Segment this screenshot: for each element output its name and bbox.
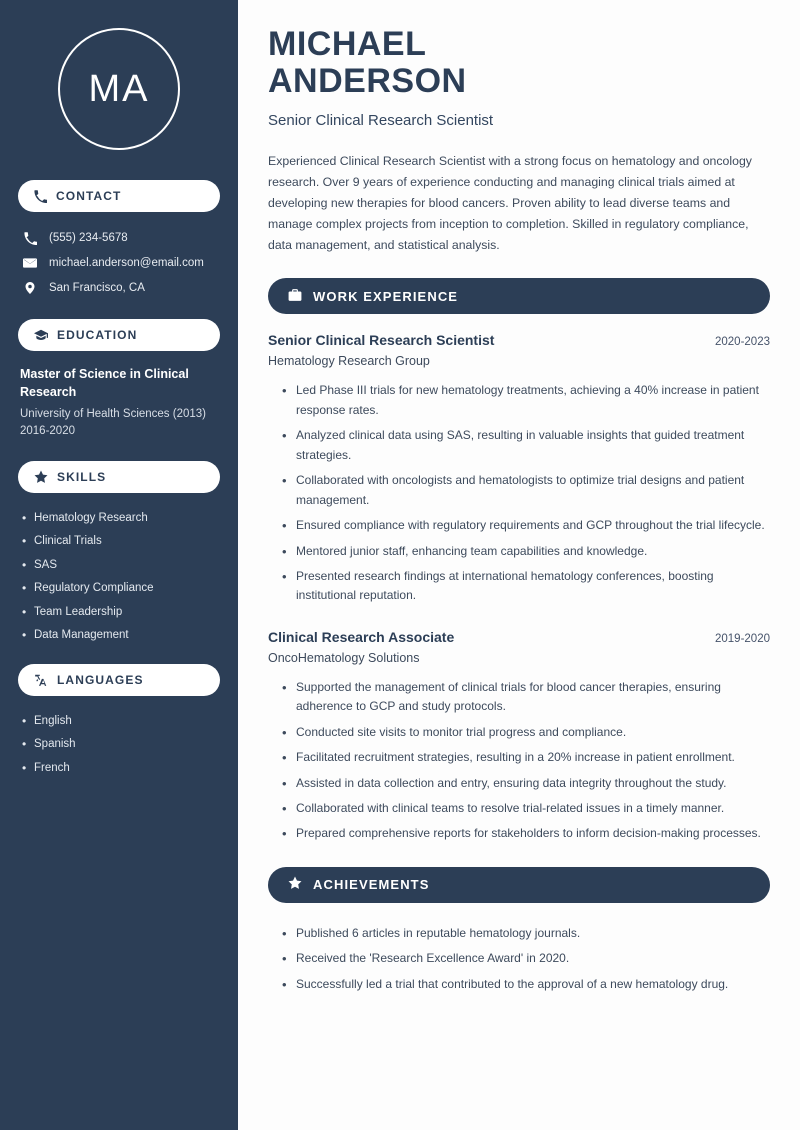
sidebar-section-languages-label: LANGUAGES [57,672,144,687]
main-content [238,0,800,1130]
contact-location-row[interactable] [18,276,220,301]
list-item: • Presented research findings at international hematology conferences, boosting institutional reputation. [282,564,770,609]
sidebar-section-contact-label: CONTACT [56,189,122,203]
section-header-work-experience-label: WORK EXPERIENCE [313,288,459,304]
page-title [268,26,770,101]
list-item: • Conducted site visits to monitor trial progress and compliance. [282,720,770,745]
sidebar-section-contact [18,180,220,212]
list-item: • Led Phase III trials for new hematology treatments, achieving a 40% increase in patient response rates. [282,378,770,423]
list-item: • Facilitated recruitment strategies, resulting in a 20% increase in patient enrollment. [282,745,770,770]
contact-location-value: San Francisco, CA [49,281,145,294]
job-dates: 2020-2023 [715,336,770,349]
job-entry [268,629,770,847]
sidebar-section-education-label: EDUCATION [57,327,138,342]
avatar-wrapper [18,28,220,150]
list-item: • Collaborated with oncologists and hematologists to optimize trial designs and patient management. [282,468,770,513]
section-header-achievements-label: ACHIEVEMENTS [313,877,430,893]
list-item: • Prepared comprehensive reports for stakeholders to inform decision-making processes. [282,821,770,846]
list-item: • Successfully led a trial that contributed to the approval of a new hematology drug. [282,972,770,997]
sidebar-section-education [18,319,220,351]
list-item: • Collaborated with clinical teams to resolve trial-related issues in a timely manner. [282,796,770,821]
section-header-achievements [268,867,770,903]
achievements-list [268,921,770,997]
job-bullets [268,675,770,847]
section-header-work-experience [268,278,770,314]
education-school: University of Health Sciences (2013) [20,408,206,421]
language-icon [34,673,48,687]
list-item: • SAS [20,554,218,578]
list-item: • Mentored junior staff, enhancing team capabilities and knowledge. [282,539,770,564]
contact-phone-row[interactable] [18,226,220,251]
education-entry [18,365,220,447]
list-item: • Supported the management of clinical trials for blood cancer therapies, ensuring adherence to GCP and study protocols. [282,675,770,720]
star-icon [288,876,302,893]
briefcase-icon [288,288,302,305]
list-item: • Ensured compliance with regulatory requirements and GCP throughout the trial lifecycle. [282,513,770,538]
phone-icon [22,232,38,245]
list-item: • Received the 'Research Excellence Award' in 2020. [282,946,770,971]
list-item: • Clinical Trials [20,530,218,554]
job-title: Clinical Research Associate [268,628,455,645]
list-item: • French [20,757,218,781]
last-name: ANDERSON [268,62,467,101]
job-entry [268,332,770,608]
job-organization: OncoHematology Solutions [268,650,420,665]
list-item: • Hematology Research [20,507,218,531]
skills-list [18,507,220,648]
contact-phone-value: (555) 234-5678 [49,232,128,244]
job-bullets [268,378,770,608]
job-title-subtitle: Senior Clinical Research Scientist [268,111,494,129]
sidebar-section-skills-label: SKILLS [57,469,107,484]
sidebar-section-skills [18,461,220,493]
job-title: Senior Clinical Research Scientist [268,332,495,349]
list-item: • Spanish [20,733,218,757]
list-item: • Data Management [20,624,218,648]
sidebar [0,0,238,1130]
list-item: • Analyzed clinical data using SAS, resulting in valuable insights that guided treatment strategies. [282,423,770,468]
education-years: 2016-2020 [20,425,75,438]
list-item: • Team Leadership [20,601,218,625]
job-organization: Hematology Research Group [268,354,430,369]
graduation-cap-icon [34,328,48,342]
job-header [268,332,770,348]
job-header [268,629,770,645]
sidebar-section-languages [18,664,220,696]
education-degree: Master of Science in Clinical Research [20,366,189,399]
list-item: • English [20,710,218,734]
first-name: MICHAEL [268,25,427,63]
job-dates: 2019-2020 [715,632,770,645]
location-pin-icon [22,281,38,295]
languages-list [18,710,220,781]
list-item: • Published 6 articles in reputable hematology journals. [282,921,770,946]
star-icon [34,470,48,484]
contact-list [18,226,220,301]
contact-email-row[interactable] [18,251,220,276]
list-item: • Assisted in data collection and entry, ensuring data integrity throughout the study. [282,771,770,796]
avatar-initials: MA [58,28,180,150]
phone-icon [34,190,47,203]
envelope-icon [22,256,38,270]
list-item: • Regulatory Compliance [20,577,218,601]
contact-email-value: michael.anderson@email.com [49,256,204,269]
professional-summary: Experienced Clinical Research Scientist with a strong focus on hematology and oncology research. Over 9 years of experience conducting and managing clinical trials aimed at developing new therapies for blood cancers. Proven ability to lead diverse teams and manage complex projects from inception to completion. Skilled in regulatory compliance, data management, and statistical analysis. [268,153,752,253]
